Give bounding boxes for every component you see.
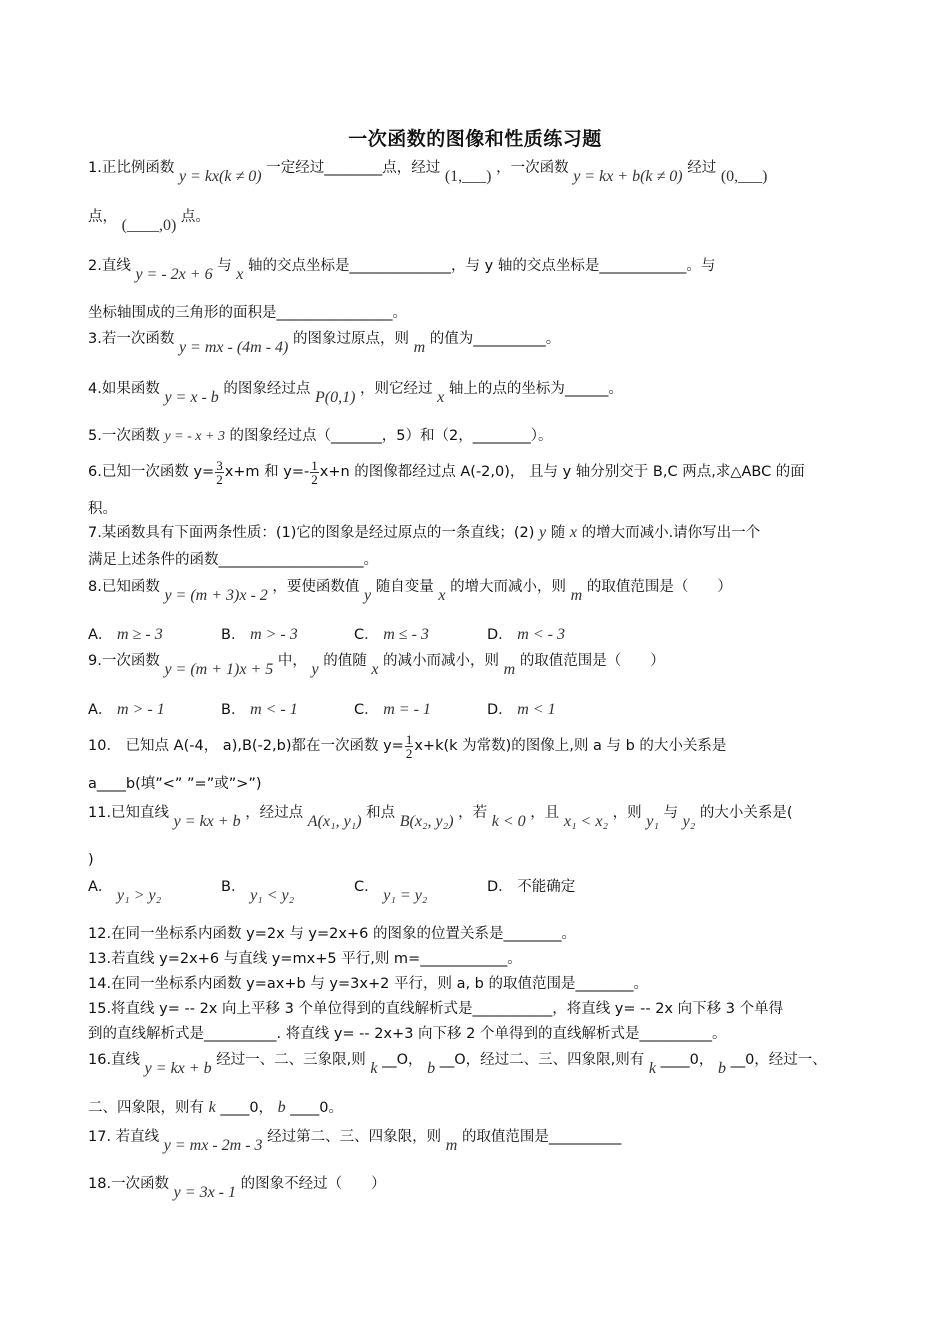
q16-text: ____0， xyxy=(660,1052,714,1068)
q7-var-x: x xyxy=(569,524,577,541)
q16-text: __O， xyxy=(382,1052,423,1068)
option-value: m = - 1 xyxy=(383,701,431,718)
question-2-line-2: 坐标轴围成的三角形的面积是________________。 xyxy=(88,305,407,321)
q17-var-m: m xyxy=(445,1137,458,1154)
option-label: C． xyxy=(354,879,379,895)
option-d xyxy=(487,700,620,720)
q9-text: 的值随 xyxy=(323,653,367,669)
option-c xyxy=(354,700,487,720)
q18-formula: y = 3x - 1 xyxy=(173,1184,236,1201)
option-label: B． xyxy=(221,702,246,718)
q17-text: 的取值范围是__________ xyxy=(461,1129,622,1145)
option-label: D． xyxy=(487,702,513,718)
option-c xyxy=(354,625,487,645)
fraction-denominator: 2 xyxy=(311,471,318,487)
q2-text: 2.直线 xyxy=(88,258,131,274)
option-label: B． xyxy=(221,627,246,643)
fraction-numerator: 3 xyxy=(216,457,223,473)
q4-text: ，则它经过 xyxy=(360,381,433,397)
question-15-line-2: 到的直线解析式是__________. 将直线 y= -- 2x+3 向下移 2 个单得到的直线解析式是__________。 xyxy=(88,1026,727,1042)
option-value: y₁ < y₂ xyxy=(250,887,295,904)
q3-formula: y = mx - (4m - 4) xyxy=(178,339,289,356)
q16-var-b: b xyxy=(427,1060,436,1077)
q6-text: x+n 的图像都经过点 A(-2,0)， 且与 y 轴分别交于 B,C 两点,求△ABC 的面 xyxy=(319,464,805,480)
question-17 xyxy=(88,1127,868,1154)
q16-text: __0，经过一、 xyxy=(730,1052,827,1068)
q16-text: ____0， xyxy=(220,1100,274,1116)
q1-formula: y = kx + b(k ≠ 0) xyxy=(573,168,683,185)
q16-var-k: k xyxy=(208,1099,216,1116)
q1-point: (0,___) xyxy=(720,168,768,185)
question-6-line-2: 积。 xyxy=(88,501,117,517)
q3-text: 的值为__________。 xyxy=(429,331,561,347)
option-label: C． xyxy=(354,702,379,718)
q4-point: P(0,1) xyxy=(315,389,356,406)
option-d xyxy=(487,877,620,897)
option-value: m ≥ - 3 xyxy=(117,626,163,643)
q1-text: ，一次函数 xyxy=(496,160,569,176)
q3-text: 3.若一次函数 xyxy=(88,331,175,347)
q5-text: 5.一次函数 xyxy=(88,428,160,444)
page-title: 一次函数的图像和性质练习题 xyxy=(348,128,602,150)
q6-fraction xyxy=(310,459,319,486)
q9-var-x: x xyxy=(371,661,379,678)
q17-text: 经过第二、三、四象限，则 xyxy=(267,1129,442,1145)
q16-var-b: b xyxy=(717,1060,726,1077)
q8-var-x: x xyxy=(438,587,446,604)
option-label: A． xyxy=(88,702,113,718)
q2-formula: y = - 2x + 6 xyxy=(135,266,213,283)
q9-formula: y = (m + 1)x + 5 xyxy=(164,661,274,678)
question-11-line-2: ) xyxy=(88,852,94,868)
q11-text: 与 xyxy=(663,805,679,821)
option-value: m > - 1 xyxy=(117,701,165,718)
q1-point: (1,___) xyxy=(444,168,492,185)
question-9-options xyxy=(88,700,868,720)
option-c xyxy=(354,877,487,904)
q7-text: 7.某函数具有下面两条性质：(1)它的图象是经过原点的一条直线；(2) xyxy=(88,525,535,541)
question-4 xyxy=(88,379,868,406)
q11-text: ，且 xyxy=(530,805,560,821)
fraction-numerator: 1 xyxy=(311,457,318,473)
q17-formula: y = mx - 2m - 3 xyxy=(163,1137,263,1154)
question-3 xyxy=(88,329,868,356)
option-b xyxy=(221,625,354,645)
question-7-line-1 xyxy=(88,523,868,543)
question-13: 13.若直线 y=2x+6 与直线 y=mx+5 平行,则 m=____________。 xyxy=(88,951,522,967)
q3-var-m: m xyxy=(413,339,426,356)
question-8 xyxy=(88,577,868,604)
q8-var-y: y xyxy=(364,587,372,604)
q4-text: 的图象经过点 xyxy=(223,381,311,397)
question-10-line-1 xyxy=(88,730,868,762)
q7-text: 的增大而减小.请你写出一个 xyxy=(581,525,761,541)
q5-text: 的图象经过点（_______，5）和（2，________）。 xyxy=(229,428,553,444)
q17-text: 17. 若直线 xyxy=(88,1129,160,1145)
q11-point-a: A(x₁, y₁) xyxy=(307,813,362,830)
q1-point: (____,0) xyxy=(121,217,177,234)
option-b xyxy=(221,877,354,904)
q6-fraction xyxy=(215,459,224,486)
option-label: A． xyxy=(88,879,113,895)
option-value: y₁ > y₂ xyxy=(117,887,162,904)
q8-text: ，要使函数值 xyxy=(272,579,360,595)
q10-fraction xyxy=(405,733,414,760)
question-6-line-1 xyxy=(88,456,868,488)
question-7-line-2: 满足上述条件的函数____________________。 xyxy=(88,552,378,568)
question-8-options xyxy=(88,625,868,645)
option-a xyxy=(88,625,221,645)
q1-text: 经过 xyxy=(687,160,717,176)
question-1-line-2 xyxy=(88,207,868,234)
q16-text: 经过一、二、三象限,则 xyxy=(216,1052,366,1068)
q1-formula: y = kx(k ≠ 0) xyxy=(178,168,262,185)
q11-formula: y = kx + b xyxy=(173,813,241,830)
option-value: m < - 3 xyxy=(517,626,565,643)
q5-formula: y = - x + 3 xyxy=(164,429,225,444)
option-label: D． xyxy=(487,627,513,643)
q1-text: 1.正比例函数 xyxy=(88,160,175,176)
question-16-line-2 xyxy=(88,1098,868,1118)
question-15-line-1: 15.将直线 y= -- 2x 向上平移 3 个单位得到的直线解析式是___________，将直线 y= -- 2x 向下移 3 个单得 xyxy=(88,1001,784,1017)
q11-text: ，经过点 xyxy=(245,805,304,821)
option-value: m < - 1 xyxy=(250,701,298,718)
q16-var-k: k xyxy=(370,1060,378,1077)
q11-condition-x: x₁ < x₂ xyxy=(563,813,609,830)
q11-condition-k: k < 0 xyxy=(491,813,526,830)
q6-text: 6.已知一次函数 y= xyxy=(88,464,215,480)
q11-text: ，若 xyxy=(458,805,488,821)
option-a xyxy=(88,700,221,720)
question-16-line-1 xyxy=(88,1050,868,1077)
q8-text: 的增大而减小，则 xyxy=(450,579,567,595)
option-value: 不能确定 xyxy=(517,879,576,895)
q16-var-k: k xyxy=(648,1060,657,1077)
option-label: C． xyxy=(354,627,379,643)
q11-var-y1: y₁ xyxy=(646,813,659,830)
q4-var-x: x xyxy=(437,389,445,406)
q4-formula: y = x - b xyxy=(164,389,219,406)
q9-text: 的减小而减小，则 xyxy=(383,653,500,669)
option-label: B． xyxy=(221,879,246,895)
option-label: D． xyxy=(487,879,513,895)
option-value: m < 1 xyxy=(517,701,556,718)
question-1-line-1 xyxy=(88,158,868,185)
q2-text: 轴的交点坐标是______________，与 y 轴的交点坐标是____________。与 xyxy=(248,258,716,274)
q16-text: __O，经过二、三、四象限,则有 xyxy=(439,1052,645,1068)
q18-text: 18.一次函数 xyxy=(88,1176,170,1192)
option-d xyxy=(487,625,620,645)
option-value: y₁ = y₂ xyxy=(383,887,428,904)
q8-text: 随自变量 xyxy=(375,579,434,595)
fraction-denominator: 2 xyxy=(405,745,413,761)
q16-text: 16.直线 xyxy=(88,1052,141,1068)
q2-text: 与 xyxy=(217,258,232,274)
q4-text: 轴上的点的坐标为______。 xyxy=(448,381,623,397)
q1-text: 点。 xyxy=(180,209,210,225)
q1-text: 一定经过________点，经过 xyxy=(266,160,441,176)
q11-text: 的大小关系是( xyxy=(699,805,793,821)
question-2-line-1 xyxy=(88,256,868,283)
q8-formula: y = (m + 3)x - 2 xyxy=(164,587,268,604)
fraction-denominator: 2 xyxy=(216,471,223,487)
q6-text: x+m 和 y=- xyxy=(224,464,310,480)
fraction-numerator: 1 xyxy=(405,731,413,747)
question-9 xyxy=(88,651,868,678)
option-b xyxy=(221,700,354,720)
q3-text: 的图象过原点，则 xyxy=(292,331,409,347)
q11-text: 和点 xyxy=(366,805,396,821)
q9-text: 中， xyxy=(277,653,307,669)
q9-text: 9.一次函数 xyxy=(88,653,160,669)
q9-text: 的取值范围是（ ） xyxy=(519,653,665,669)
question-12: 12.在同一坐标系内函数 y=2x 与 y=2x+6 的图象的位置关系是________。 xyxy=(88,926,576,942)
q1-text: 点， xyxy=(88,209,117,225)
q11-text: 11.已知直线 xyxy=(88,805,170,821)
q10-text: x+k(k 为常数)的图像上,则 a 与 b 的大小关系是 xyxy=(414,738,727,754)
option-value: m > - 3 xyxy=(250,626,298,643)
question-18 xyxy=(88,1174,868,1201)
question-11-line-1 xyxy=(88,803,868,830)
q9-var-y: y xyxy=(311,661,319,678)
question-5 xyxy=(88,426,868,447)
question-11-options xyxy=(88,877,868,904)
q7-var-y: y xyxy=(539,524,547,541)
q4-text: 4.如果函数 xyxy=(88,381,160,397)
question-14: 14.在同一坐标系内函数 y=ax+b 与 y=3x+2 平行，则 a, b 的取值范围是________。 xyxy=(88,976,648,992)
q11-text: ，则 xyxy=(612,805,642,821)
q8-text: 的取值范围是（ ） xyxy=(586,579,732,595)
q8-var-m: m xyxy=(570,587,583,604)
option-value: m ≤ - 3 xyxy=(383,626,429,643)
q11-point-b: B(x₂, y₂) xyxy=(399,813,454,830)
q9-var-m: m xyxy=(503,661,516,678)
q2-var-x: x xyxy=(236,266,244,283)
q16-text: 二、四象限，则有 xyxy=(88,1100,204,1116)
question-10-line-2: a____b(填”<” ”=”或”>”) xyxy=(88,776,262,792)
q7-text: 随 xyxy=(550,525,566,541)
option-a xyxy=(88,877,221,904)
q18-text: 的图象不经过（ ） xyxy=(240,1176,386,1192)
q10-text: 10． 已知点 A(-4， a),B(-2,b)都在一次函数 y= xyxy=(88,738,404,754)
q16-var-b: b xyxy=(277,1099,286,1116)
q8-text: 8.已知函数 xyxy=(88,579,160,595)
q16-text: ____0。 xyxy=(290,1100,344,1116)
q16-formula: y = kx + b xyxy=(144,1060,212,1077)
option-label: A． xyxy=(88,627,113,643)
q11-var-y2: y₂ xyxy=(682,813,696,830)
